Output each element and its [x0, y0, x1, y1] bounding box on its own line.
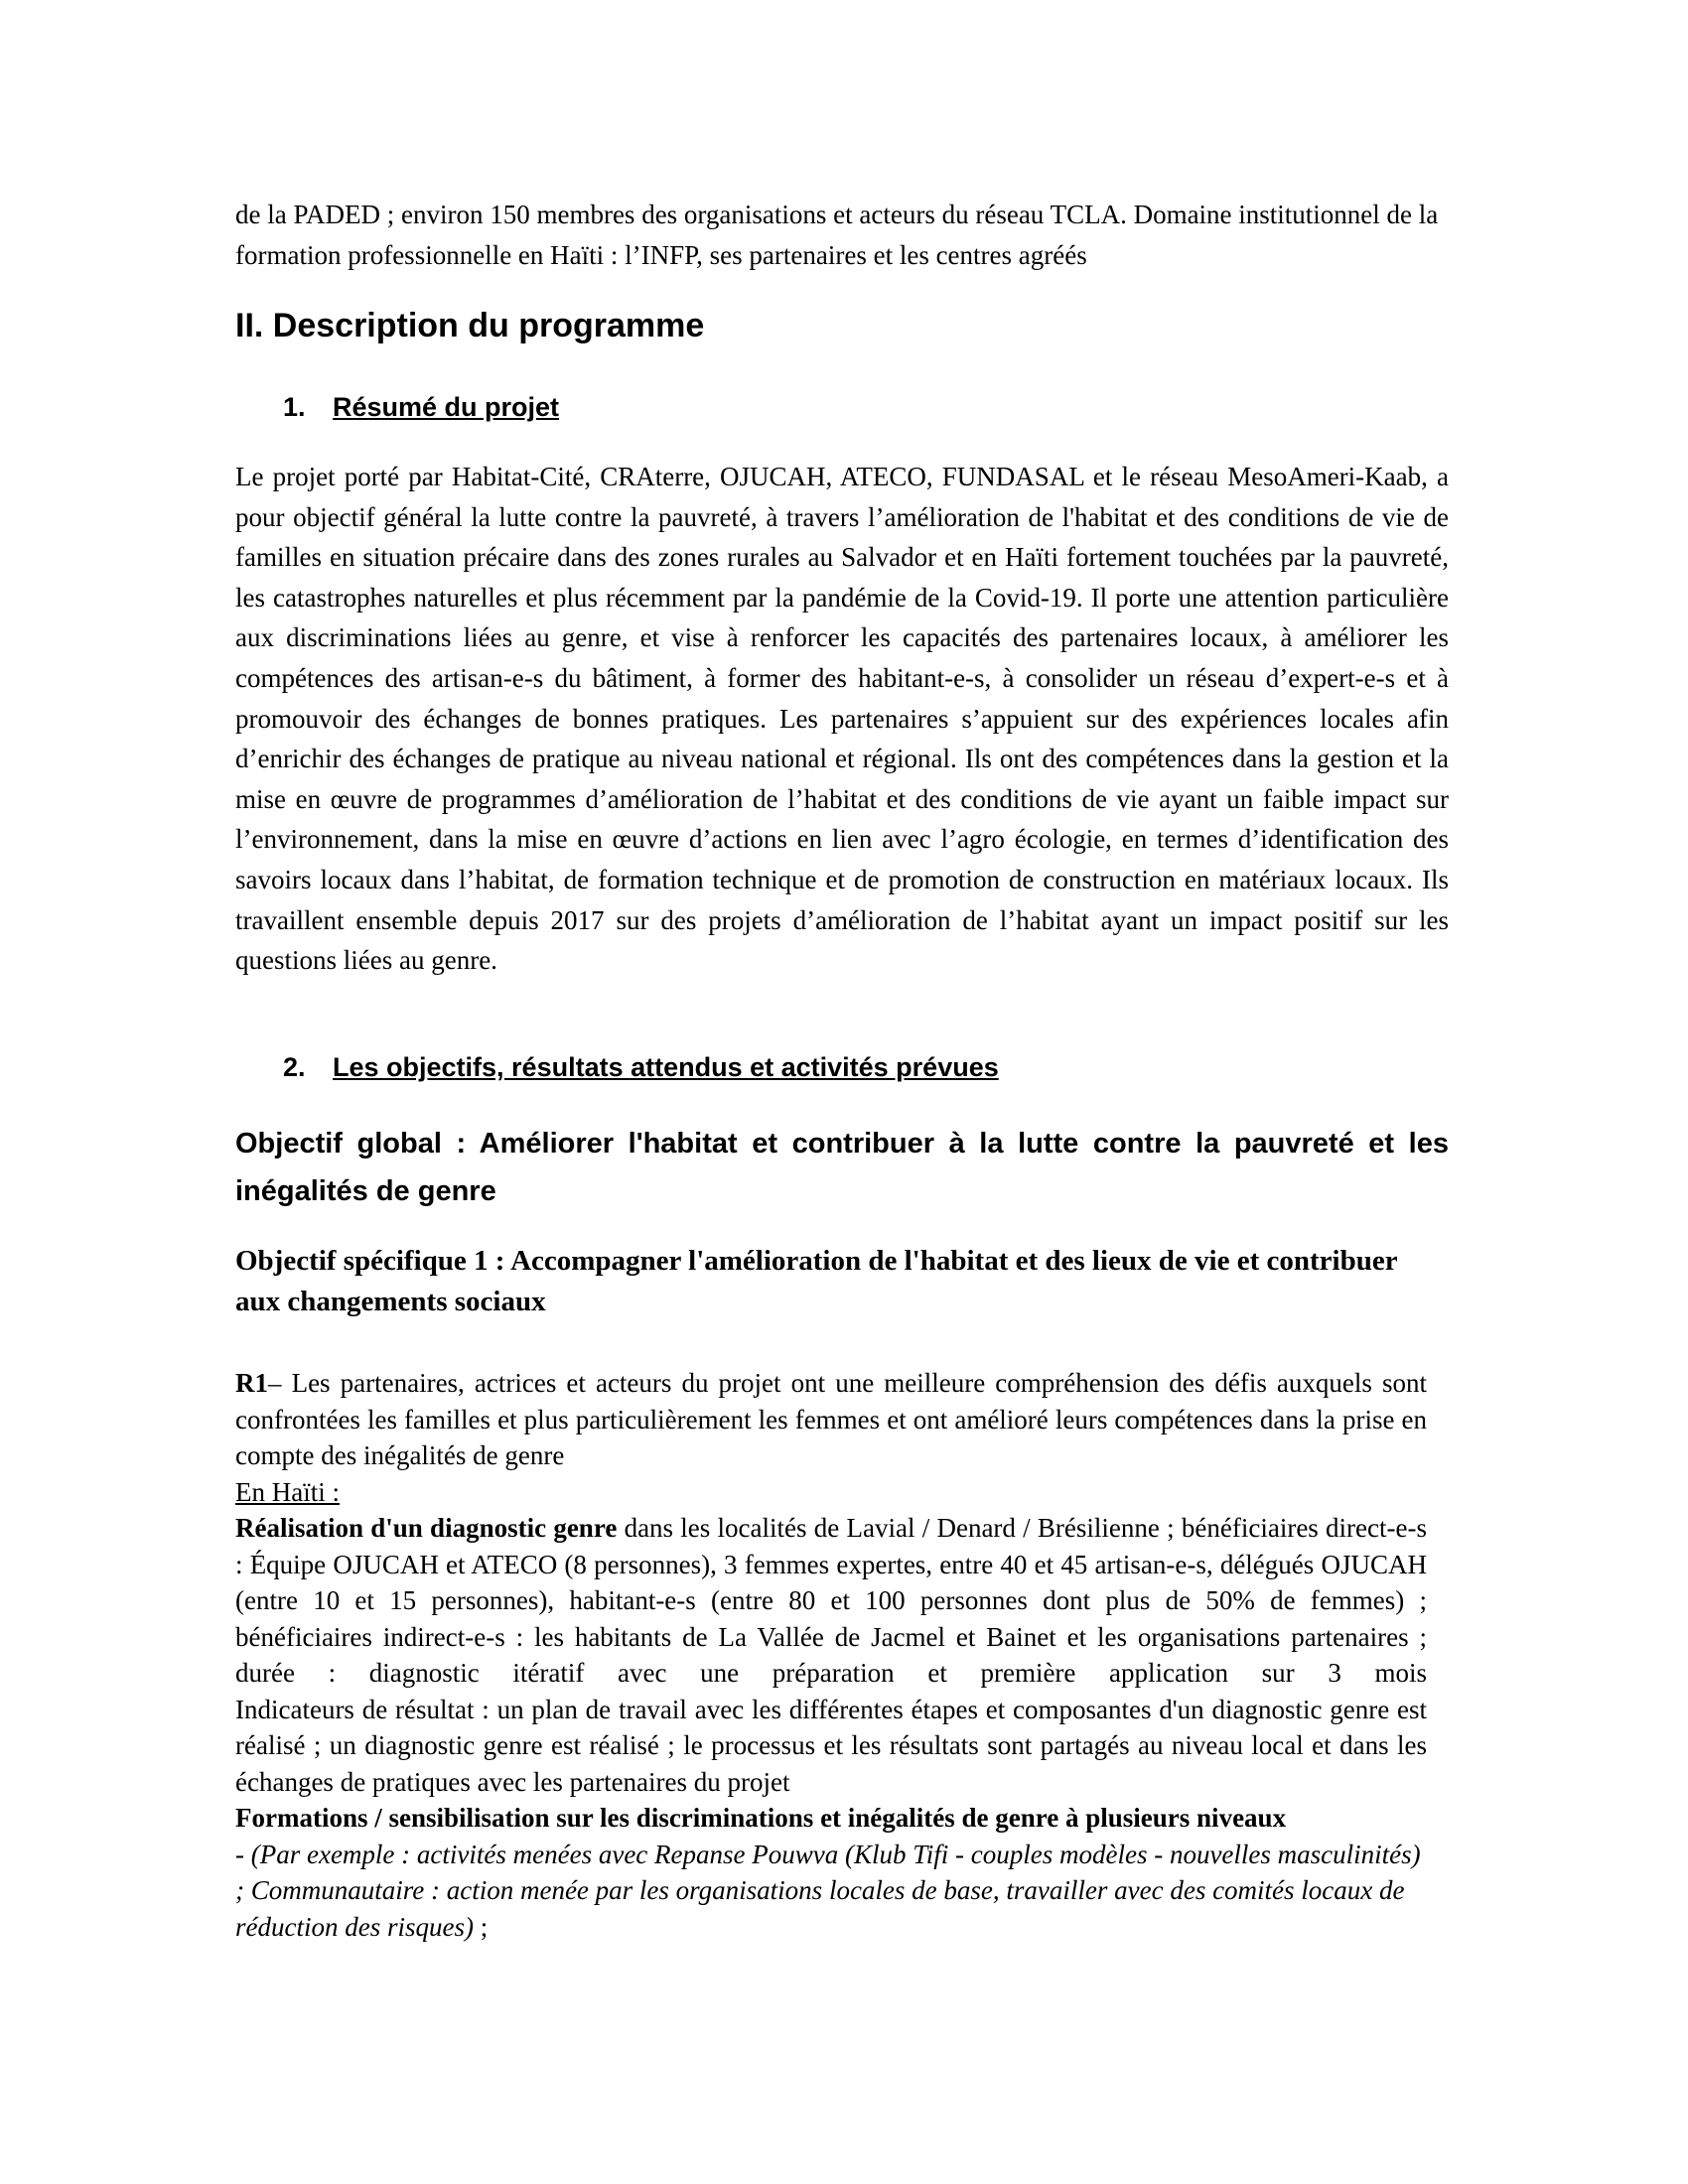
diagnostic-description: dans les localités de Lavial / Denard / Brésilienne ; bénéficiaires direct-e-s : Équipe OJUCAH et ATECO (8 personnes), 3 femmes expertes, entre 40 et 45 artisan-e-s, délégués OJUCAH (entre 10 et 15 personnes), habitant-e-s (entre 80 et 100 personnes dont plus de 50% de femmes) ; bénéficiaires indirect-e-s : les habitants de La Vallée de Jacmel et Bainet et les organisations partenaires ; durée : diagnostic itératif avec une préparation et première application sur 3 mois: [235, 1513, 1427, 1688]
training-examples: - (Par exemple : activités menées avec Repanse Pouwva (Klub Tifi - couples modèles - nouvelles masculinités) ; Communautaire : action menée par les organisations locales de base, travailler avec des comités locaux de réduction des risques): [235, 1839, 1421, 1942]
training-activity: [235, 1800, 1427, 1945]
specific-objective-1: Objectif spécifique 1 : Accompagner l'amélioration de l'habitat et des lieux de vie et contribuer aux changements sociaux: [235, 1245, 1398, 1317]
subsection-title: Résumé du projet: [333, 392, 560, 422]
result-r1-text: – Les partenaires, actrices et acteurs du projet ont une meilleure compréhension des défis auxquels sont confrontées les familles et plus particulièrement les femmes et ont amélioré leurs compétences dans la prise en compte des inégalités de genre: [235, 1368, 1427, 1470]
subsection-heading-2: [283, 1049, 1425, 1085]
section-heading: II. Description du programme: [235, 307, 705, 344]
training-end: ;: [473, 1911, 489, 1942]
subsection-number: 2.: [283, 1052, 306, 1082]
subsection-heading-1: [283, 389, 1425, 425]
summary-paragraph: Le projet porté par Habitat-Cité, CRAterre, OJUCAH, ATECO, FUNDASAL et le réseau MesoAmeri-Kaab, a pour objectif général la lutte contre la pauvreté, à travers l’amélioration de l'habitat et des conditions de vie de familles en situation précaire dans des zones rurales au Salvador et en Haïti fortement touchées par la pauvreté, les catastrophes naturelles et plus récemment par la pandémie de la Covid-19. Il porte une attention particulière aux discriminations liées au genre, et vise à renforcer les capacités des partenaires locaux, à améliorer les compétences des artisan-e-s du bâtiment, à former des habitant-e-s, à consolider un réseau d’expert-e-s et à promouvoir des échanges de bonnes pratiques. Les partenaires s’appuient sur des expériences locales afin d’enrichir des échanges de pratique au niveau national et régional. Ils ont des compétences dans la gestion et la mise en œuvre de programmes d’amélioration de l’habitat et des conditions de vie ayant un faible impact sur l’environnement, dans la mise en œuvre d’actions en lien avec l’agro écologie, en termes d’identification des savoirs locaux dans l’habitat, de formation technique et de promotion de construction en matériaux locaux. Ils travaillent ensemble depuis 2017 sur des projets d’amélioration de l’habitat ayant un impact positif sur les questions liées au genre.: [235, 462, 1449, 976]
subsection-number: 1.: [283, 392, 306, 422]
training-title: Formations / sensibilisation sur les discriminations et inégalités de genre à plusieurs niveaux: [235, 1803, 1287, 1833]
result-r1-label: R1: [235, 1368, 268, 1398]
country-label: En Haïti :: [235, 1476, 340, 1507]
diagnostic-title: Réalisation d'un diagnostic genre: [235, 1513, 618, 1543]
result-r1-statement: [235, 1365, 1427, 1474]
global-objective: Objectif global : Améliorer l'habitat et contribuer à la lutte contre la pauvreté et les inégalités de genre: [235, 1128, 1449, 1207]
result-indicators: Indicateurs de résultat : un plan de travail avec les différentes étapes et composantes d'un diagnostic genre est réalisé ; un diagnostic genre est réalisé ; le processus et les résultats sont partagés au niveau local et dans les échanges de pratiques avec les partenaires du projet: [235, 1694, 1427, 1797]
result-r1-section: [235, 1365, 1427, 1945]
diagnostic-activity: [235, 1510, 1427, 1692]
intro-paragraph: de la PADED ; environ 150 membres des organisations et acteurs du réseau TCLA. Domaine institutionnel de la formation professionnelle en Haïti : l’INFP, ses partenaires et les centres agréés: [235, 200, 1439, 270]
subsection-title: Les objectifs, résultats attendus et activités prévues: [333, 1052, 999, 1082]
